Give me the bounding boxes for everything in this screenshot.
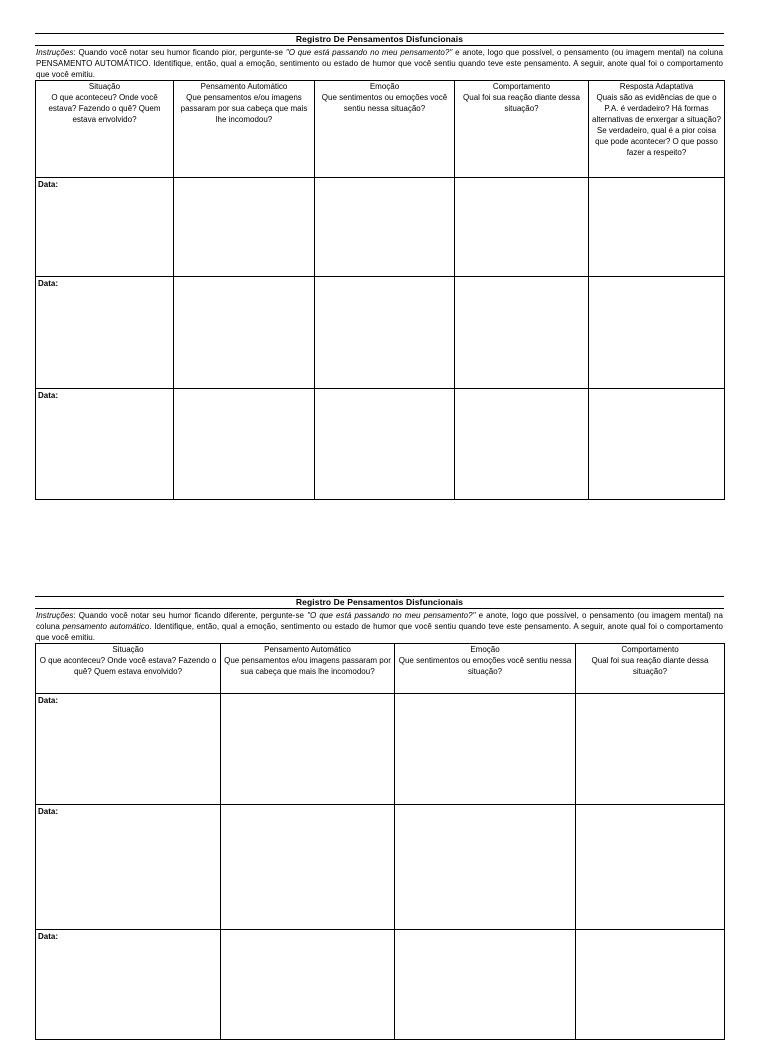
record-table	[35, 80, 725, 500]
date-label: Data:	[38, 180, 59, 189]
date-label: Data:	[38, 807, 59, 816]
date-label: Data:	[38, 932, 59, 941]
behavior-cell[interactable]	[576, 805, 725, 930]
column-header-emocao	[315, 81, 455, 178]
column-question: Que pensamentos e/ou imagens passaram por sua cabeça que mais lhe incomodou?	[224, 656, 391, 676]
emotion-cell[interactable]	[315, 178, 455, 277]
emotion-cell[interactable]	[395, 694, 576, 805]
thought-cell[interactable]	[174, 178, 315, 277]
instructions-text-1: : Quando você notar seu humor ficando diferente, pergunte-se	[73, 611, 308, 620]
column-header-pensamento	[174, 81, 315, 178]
situation-cell[interactable]	[36, 389, 174, 500]
thought-record-form-1	[35, 33, 724, 500]
response-cell[interactable]	[589, 277, 725, 389]
column-header-comportamento	[455, 81, 589, 178]
instructions	[35, 609, 724, 643]
date-label: Data:	[38, 391, 59, 400]
column-header-emocao	[395, 644, 576, 694]
column-title: Comportamento	[621, 645, 679, 654]
column-question: O que aconteceu? Onde você estava? Fazendo o quê? Quem estava envolvido?	[48, 93, 161, 124]
table-row	[36, 694, 725, 805]
table-row	[36, 930, 725, 1040]
instructions-text-1: : Quando você notar seu humor ficando pior, pergunte-se	[73, 48, 286, 57]
record-table	[35, 643, 725, 1040]
column-title: Resposta Adaptativa	[619, 82, 694, 91]
behavior-cell[interactable]	[455, 277, 589, 389]
instructions-quote: "O que está passando no meu pensamento?"	[285, 48, 453, 57]
column-question: O que aconteceu? Onde você estava? Fazendo o quê? Quem estava envolvido?	[39, 656, 217, 676]
thought-cell[interactable]	[221, 930, 395, 1040]
column-title: Emoção	[470, 645, 500, 654]
emotion-cell[interactable]	[315, 389, 455, 500]
column-header-resposta	[589, 81, 725, 178]
behavior-cell[interactable]	[455, 178, 589, 277]
emotion-cell[interactable]	[315, 277, 455, 389]
column-title: Situação	[88, 82, 121, 91]
situation-cell[interactable]	[36, 178, 174, 277]
emotion-cell[interactable]	[395, 805, 576, 930]
date-label: Data:	[38, 696, 59, 705]
form-title: Registro De Pensamentos Disfuncionais	[35, 596, 724, 609]
instructions-quote: "O que está passando no meu pensamento?"	[307, 611, 476, 620]
situation-cell[interactable]	[36, 694, 221, 805]
column-title: Pensamento Automático	[264, 645, 351, 654]
form-title: Registro De Pensamentos Disfuncionais	[35, 33, 724, 46]
thought-record-form-2	[35, 596, 724, 1040]
response-cell[interactable]	[589, 389, 725, 500]
instructions-text-2: e anote, logo que possível, o pensamento (ou imagem mental) na coluna	[36, 611, 723, 631]
instructions	[35, 46, 724, 80]
emotion-cell[interactable]	[395, 930, 576, 1040]
situation-cell[interactable]	[36, 930, 221, 1040]
thought-cell[interactable]	[221, 805, 395, 930]
situation-cell[interactable]	[36, 277, 174, 389]
instructions-text-2: e anote, logo que possível, o pensamento (ou imagem mental) na coluna PENSAMENTO AUTOMÁTICO. Identifique, então, qual a emoção, sentimento ou estado de humor que você sentiu quando teve este pensamento. A seguir, anote qual foi o comportamento que você emitiu.	[36, 48, 723, 79]
behavior-cell[interactable]	[576, 930, 725, 1040]
column-title: Comportamento	[492, 82, 551, 91]
table-row	[36, 805, 725, 930]
column-question: Que sentimentos ou emoções você sentiu nessa situação?	[321, 93, 448, 113]
header-row	[36, 81, 725, 178]
response-cell[interactable]	[589, 178, 725, 277]
instructions-text-3: . Identifique, então, qual a emoção, sentimento ou estado de humor que você sentiu quando teve este pensamento. A seguir, anote qual foi o comportamento que você emitiu.	[36, 622, 723, 642]
column-title: Pensamento Automático	[200, 82, 288, 91]
column-title: Situação	[112, 645, 144, 654]
column-question: Que pensamentos e/ou imagens passaram por sua cabeça que mais lhe incomodou?	[180, 93, 308, 124]
column-header-pensamento	[221, 644, 395, 694]
table-row	[36, 389, 725, 500]
column-header-situacao	[36, 81, 174, 178]
header-row	[36, 644, 725, 694]
instructions-label: Instruções	[36, 611, 74, 620]
column-header-situacao	[36, 644, 221, 694]
column-title: Emoção	[369, 82, 400, 91]
date-label: Data:	[38, 279, 59, 288]
table-row	[36, 277, 725, 389]
instructions-italic-column: pensamento automático	[62, 622, 150, 631]
situation-cell[interactable]	[36, 805, 221, 930]
column-question: Qual foi sua reação diante dessa situação?	[463, 93, 580, 113]
behavior-cell[interactable]	[455, 389, 589, 500]
thought-cell[interactable]	[221, 694, 395, 805]
column-question: Qual foi sua reação diante dessa situação?	[591, 656, 709, 676]
column-question: Que sentimentos ou emoções você sentiu nessa situação?	[398, 656, 572, 676]
table-row	[36, 178, 725, 277]
behavior-cell[interactable]	[576, 694, 725, 805]
column-header-comportamento	[576, 644, 725, 694]
thought-cell[interactable]	[174, 389, 315, 500]
thought-cell[interactable]	[174, 277, 315, 389]
column-question: Quais são as evidências de que o P.A. é verdadeiro? Há formas alternativas de enxergar a situação? Se verdadeiro, qual é a pior coisa que pode acontecer? O que posso fazer a respeito?	[592, 93, 721, 157]
instructions-label: Instruções	[36, 48, 74, 57]
